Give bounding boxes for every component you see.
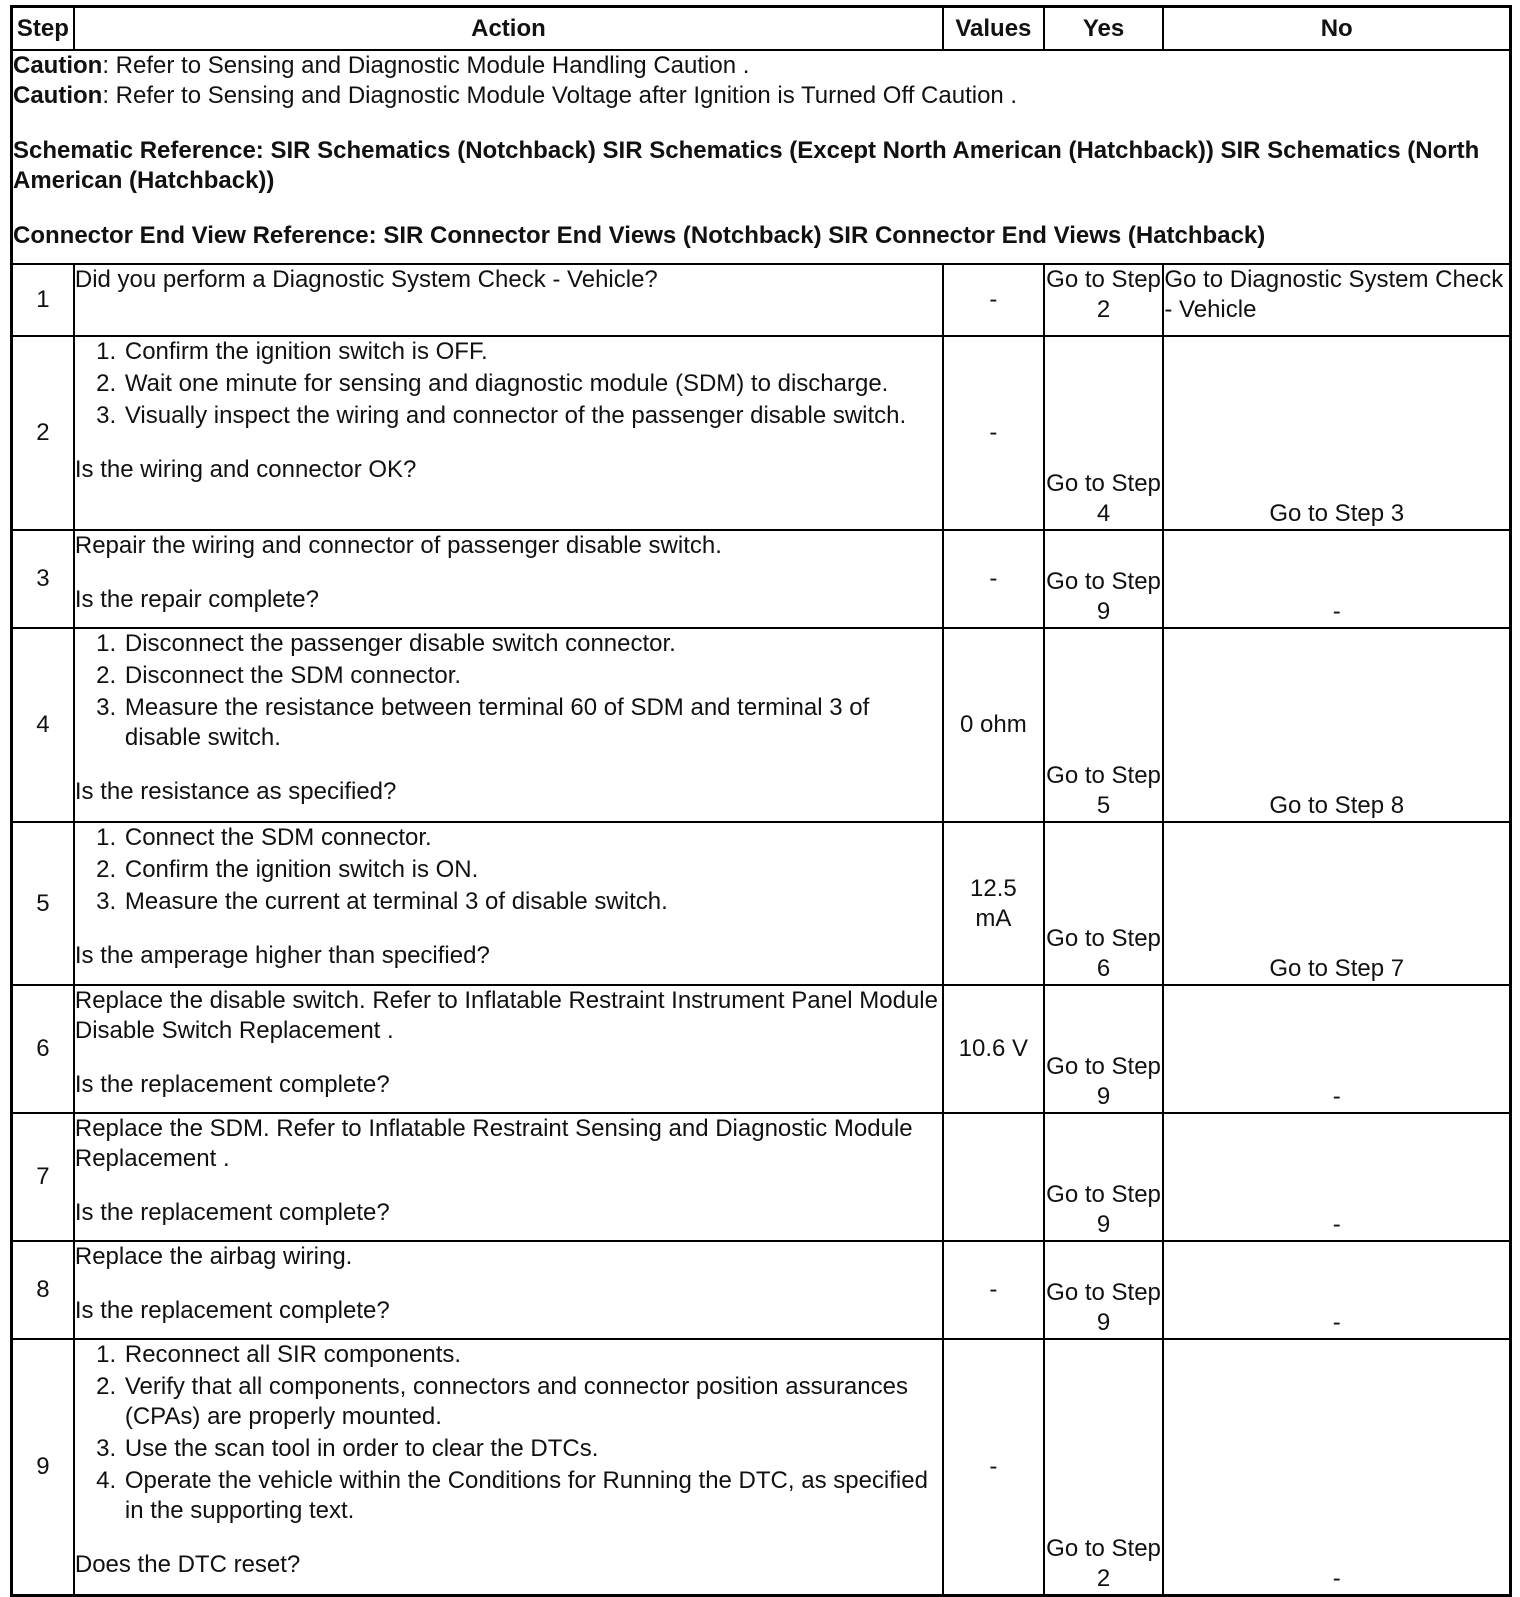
- action-cell: [74, 1113, 943, 1241]
- diagnostic-table: [10, 5, 1512, 1597]
- list-item: 2. Confirm the ignition switch is ON.: [123, 855, 942, 885]
- action-text: Replace the SDM. Refer to Inflatable Restraint Sensing and Diagnostic Module Replacement .: [74, 1115, 913, 1172]
- intro-row: [12, 50, 1511, 264]
- value-cell: -: [943, 1339, 1044, 1595]
- list-item: 3. Measure the resistance between terminal 60 of SDM and terminal 3 of disable switch.: [123, 693, 942, 753]
- action-question: Is the wiring and connector OK?: [74, 456, 417, 483]
- schematic-reference: Schematic Reference: SIR Schematics (Notchback) SIR Schematics (Except North American (Hatchback)) SIR Schematics (North American (Hatchback)): [13, 137, 1480, 194]
- step-number: 6: [12, 985, 74, 1113]
- list-item: 1. Confirm the ignition switch is OFF.: [123, 337, 942, 367]
- action-steps-list: [75, 629, 942, 753]
- list-item: 4. Operate the vehicle within the Conditions for Running the DTC, as specified in the supporting text.: [123, 1466, 942, 1526]
- header-step: Step: [12, 7, 74, 51]
- no-cell: -: [1163, 1241, 1510, 1339]
- action-cell: [74, 336, 943, 530]
- table-row: [12, 1339, 1511, 1595]
- yes-cell: Go to Step 9: [1044, 1241, 1164, 1339]
- action-question: Is the replacement complete?: [74, 1071, 390, 1098]
- list-item: 2. Wait one minute for sensing and diagnostic module (SDM) to discharge.: [123, 369, 942, 399]
- intro-cell: [12, 50, 1511, 264]
- list-item: 1. Reconnect all SIR components.: [123, 1340, 942, 1370]
- action-cell: [74, 264, 943, 336]
- caution-text: : Refer to Sensing and Diagnostic Module Handling Caution .: [102, 52, 750, 79]
- action-cell: [74, 628, 943, 822]
- table-row: [12, 1241, 1511, 1339]
- step-number: 8: [12, 1241, 74, 1339]
- step-number: 2: [12, 336, 74, 530]
- action-question: Is the resistance as specified?: [74, 778, 397, 805]
- list-item: 2. Verify that all components, connectors and connector position assurances (CPAs) are properly mounted.: [123, 1372, 942, 1432]
- value-cell: [943, 1113, 1044, 1241]
- value-cell: 10.6 V: [943, 985, 1044, 1113]
- action-question: Does the DTC reset?: [74, 1551, 301, 1578]
- no-cell: Go to Diagnostic System Check - Vehicle: [1163, 264, 1510, 336]
- table-row: [12, 1113, 1511, 1241]
- header-action: Action: [74, 7, 943, 51]
- step-number: 7: [12, 1113, 74, 1241]
- value-cell: -: [943, 336, 1044, 530]
- list-item: 2. Disconnect the SDM connector.: [123, 661, 942, 691]
- action-steps-list: [75, 823, 942, 917]
- caution-label: Caution: [13, 52, 103, 79]
- table-row: [12, 822, 1511, 985]
- header-values: Values: [943, 7, 1044, 51]
- action-text: Did you perform a Diagnostic System Check - Vehicle?: [74, 266, 658, 293]
- step-number: 4: [12, 628, 74, 822]
- action-steps-list: [75, 1340, 942, 1526]
- caution-line-2: [13, 81, 1509, 111]
- no-cell: -: [1163, 1113, 1510, 1241]
- action-steps-list: [75, 337, 942, 431]
- list-item: 1. Disconnect the passenger disable switch connector.: [123, 629, 942, 659]
- value-cell: -: [943, 530, 1044, 628]
- no-cell: Go to Step 8: [1163, 628, 1510, 822]
- table-row: [12, 264, 1511, 336]
- no-cell: -: [1163, 530, 1510, 628]
- yes-cell: Go to Step 2: [1044, 264, 1164, 336]
- header-yes: Yes: [1044, 7, 1164, 51]
- table-row: [12, 628, 1511, 822]
- caution-line-1: [13, 51, 1509, 81]
- connector-end-view-reference: Connector End View Reference: SIR Connector End Views (Notchback) SIR Connector End Views (Hatchback): [13, 222, 1266, 249]
- list-item: 3. Visually inspect the wiring and connector of the passenger disable switch.: [123, 401, 942, 431]
- action-question: Is the repair complete?: [74, 586, 319, 613]
- step-number: 5: [12, 822, 74, 985]
- table-row: [12, 985, 1511, 1113]
- value-cell: -: [943, 264, 1044, 336]
- step-number: 3: [12, 530, 74, 628]
- no-cell: -: [1163, 1339, 1510, 1595]
- no-cell: Go to Step 3: [1163, 336, 1510, 530]
- action-text: Repair the wiring and connector of passenger disable switch.: [74, 532, 722, 559]
- caution-label: Caution: [13, 82, 103, 109]
- no-cell: Go to Step 7: [1163, 822, 1510, 985]
- list-item: 1. Connect the SDM connector.: [123, 823, 942, 853]
- no-cell: -: [1163, 985, 1510, 1113]
- yes-cell: Go to Step 4: [1044, 336, 1164, 530]
- header-row: [12, 7, 1511, 51]
- action-cell: [74, 822, 943, 985]
- action-text: Replace the airbag wiring.: [74, 1243, 353, 1270]
- step-number: 9: [12, 1339, 74, 1595]
- action-question: Is the amperage higher than specified?: [74, 942, 490, 969]
- value-cell: -: [943, 1241, 1044, 1339]
- header-no: No: [1163, 7, 1510, 51]
- value-cell: 12.5 mA: [943, 822, 1044, 985]
- action-question: Is the replacement complete?: [74, 1199, 390, 1226]
- yes-cell: Go to Step 6: [1044, 822, 1164, 985]
- diagnostic-table-sheet: [10, 5, 1512, 1592]
- step-number: 1: [12, 264, 74, 336]
- list-item: 3. Measure the current at terminal 3 of disable switch.: [123, 887, 942, 917]
- yes-cell: Go to Step 5: [1044, 628, 1164, 822]
- yes-cell: Go to Step 9: [1044, 1113, 1164, 1241]
- yes-cell: Go to Step 9: [1044, 530, 1164, 628]
- yes-cell: Go to Step 2: [1044, 1339, 1164, 1595]
- action-cell: [74, 985, 943, 1113]
- action-cell: [74, 1241, 943, 1339]
- table-row: [12, 336, 1511, 530]
- list-item: 3. Use the scan tool in order to clear the DTCs.: [123, 1434, 942, 1464]
- action-text: Replace the disable switch. Refer to Inflatable Restraint Instrument Panel Module Disable Switch Replacement .: [74, 987, 938, 1044]
- yes-cell: Go to Step 9: [1044, 985, 1164, 1113]
- action-cell: [74, 530, 943, 628]
- table-row: [12, 530, 1511, 628]
- action-cell: [74, 1339, 943, 1595]
- action-question: Is the replacement complete?: [74, 1297, 390, 1324]
- caution-text: : Refer to Sensing and Diagnostic Module Voltage after Ignition is Turned Off Caution .: [102, 82, 1018, 109]
- value-cell: 0 ohm: [943, 628, 1044, 822]
